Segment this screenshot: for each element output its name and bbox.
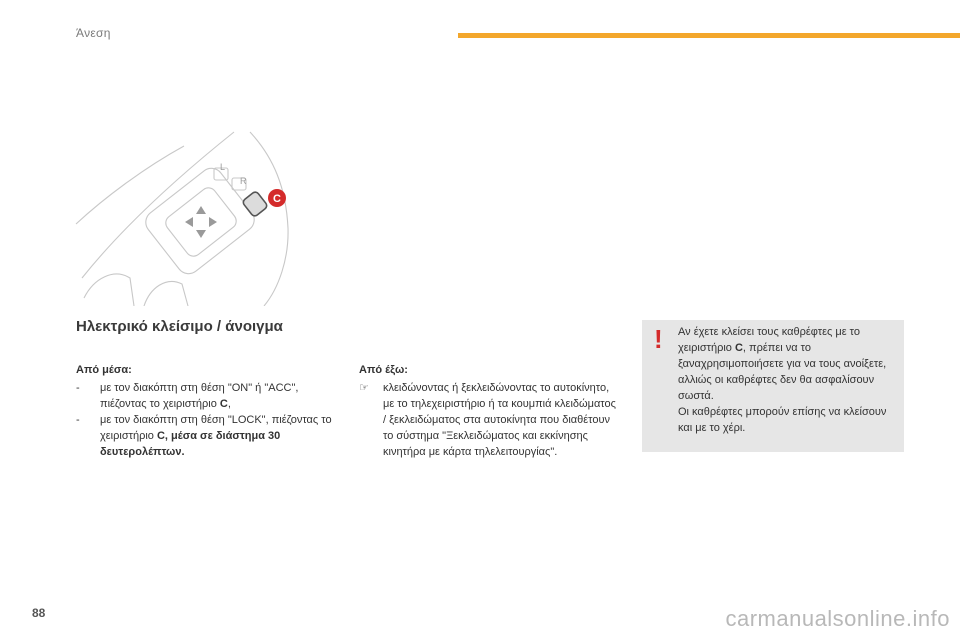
outside-title: Από έξω: xyxy=(359,364,408,376)
item-marker: - xyxy=(76,414,80,426)
item-marker: - xyxy=(76,382,80,394)
warning-text-after: , πρέπει να το ξαναχρησιμοποιήσετε για να τους ανοίξετε, αλλιώς οι καθρέφτες δεν θα ασφαλίσουν σωστά. xyxy=(678,342,887,402)
warning-panel xyxy=(642,320,904,452)
warning-icon: ! xyxy=(654,324,663,354)
switch-label-right: R xyxy=(240,176,247,186)
fold-mirror-button xyxy=(242,191,268,218)
inside-item xyxy=(76,412,336,460)
inside-section xyxy=(76,362,336,460)
warning-text xyxy=(678,324,898,436)
warning-bold: C xyxy=(734,342,743,354)
outside-item xyxy=(359,380,621,460)
section-title: Άνεση xyxy=(76,26,111,40)
callout-letter: C xyxy=(273,193,281,205)
warning-text-before: Αν έχετε κλείσει τους καθρέφτες με το χειριστήριο xyxy=(678,326,860,354)
accent-bar xyxy=(458,33,960,38)
outside-text: κλειδώνοντας ή ξεκλειδώνοντας το αυτοκίνητο, με το τηλεχειριστήριο ή τα κουμπιά κλειδώματος / ξεκλειδώματος στα αυτοκίνητα που διαθέτουν το σύστημα "Ξεκλειδώματος και εκκίνησης κινητήρα με κάρτα τηλελειτουργίας". xyxy=(383,382,616,458)
hand-pointer-icon: ☞ xyxy=(359,382,369,394)
page-number: 88 xyxy=(32,606,46,620)
inside-item xyxy=(76,380,336,412)
watermark: carmanualsonline.info xyxy=(725,606,950,631)
switch-label-left: L xyxy=(220,162,226,172)
item-text: με τον διακόπτη στη θέση "LOCK", πιέζοντας το χειριστήριο xyxy=(100,414,332,442)
warning-text-2: Οι καθρέφτες μπορούν επίσης να κλείσουν και με το χέρι. xyxy=(678,406,887,434)
item-after: , xyxy=(227,398,231,410)
mirror-control-illustration xyxy=(74,128,326,306)
inside-title: Από μέσα: xyxy=(76,364,132,376)
item-bold: C, μέσα σε διάστημα 30 δευτερολέπτων. xyxy=(100,430,281,458)
outside-section xyxy=(359,362,621,460)
page-heading: Ηλεκτρικό κλείσιμο / άνοιγμα xyxy=(76,318,283,335)
item-bold: C xyxy=(219,398,228,410)
item-text: με τον διακόπτη στη θέση "ON" ή "ACC", πιέζοντας το χειριστήριο xyxy=(100,382,299,410)
